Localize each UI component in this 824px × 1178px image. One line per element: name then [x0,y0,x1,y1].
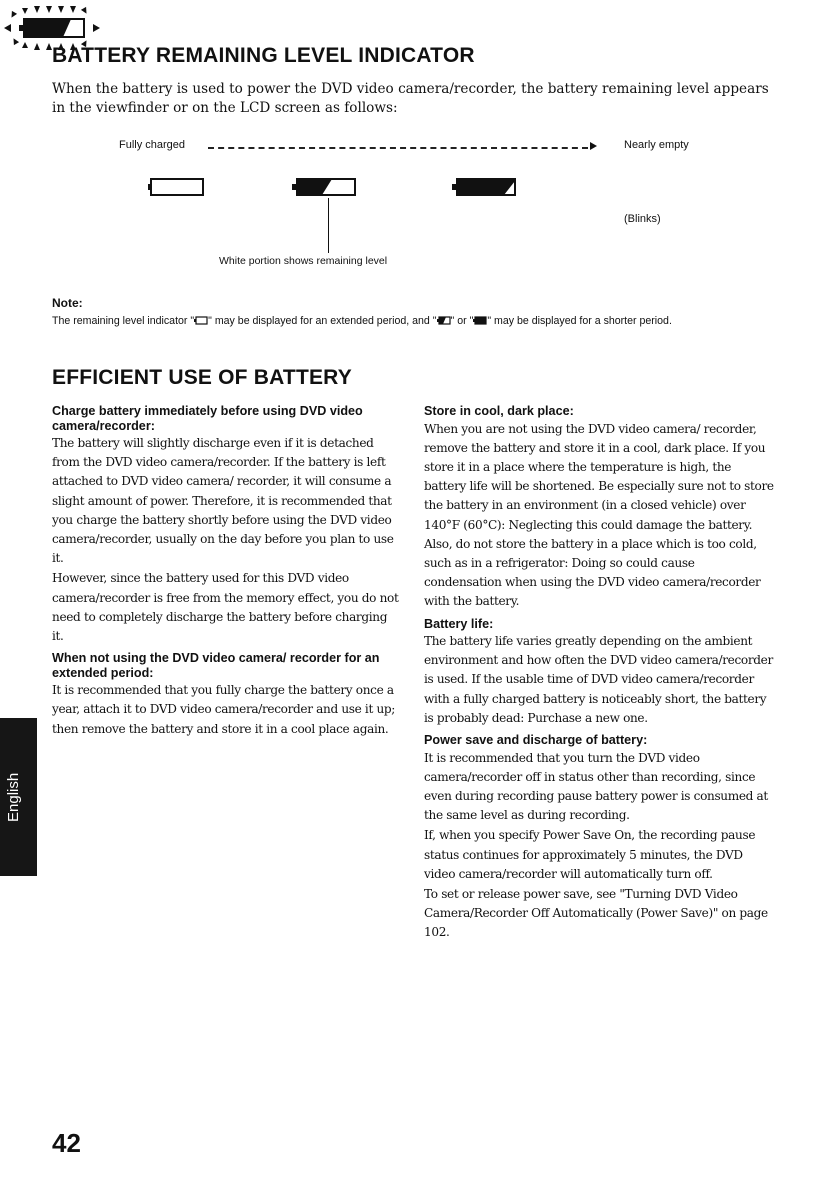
subheading: Charge battery immediately before using DVD video camera/recorder: [52,404,363,433]
blinks-label: (Blinks) [624,213,661,225]
body-paragraph: It is recommended that you fully charge the battery once a year, attach it to DVD video camera/recorder and use it up; then remove the battery and store it in a cool place again. [52,683,396,736]
note-text-part: The remaining level indicator " [52,315,195,327]
body-paragraph: When you are not using the DVD video camera/ recorder, remove the battery and store it in a cool, dark place. If you store it in a place where the temperature is high, the battery life will be shortened. Be especially sure not to store the battery in an environment (in a closed vehicle) over 140°F (60°C): Neglecting this could damage the battery. Also, do not store the battery in a place which is too cold, such as in a refrigerator: Doing so could cause condensation when using the DVD video camera/recorder with the battery. [424,421,774,609]
note-title: Note: [52,296,83,310]
pointer-line [328,198,329,253]
subheading: When not using the DVD video camera/ recorder for an extended period: [52,651,380,680]
body-paragraph: The battery will slightly discharge even if it is detached from the DVD video camera/recorder. If the battery is left attached to DVD video camera/ recorder, it will consume a slight amount of power. Therefore, it is recommended that you charge the battery shortly before using the DVD video camera/recorder, usually on the day before you plan to use it. [52,436,394,566]
note-text-part: " or " [450,315,474,327]
mini-battery-low-icon [473,316,487,325]
section-title-battery-level: BATTERY REMAINING LEVEL INDICATOR [52,44,475,67]
subheading: Battery life: [424,616,494,631]
right-column [424,404,774,943]
scale-label-fully-charged: Fully charged [119,139,186,151]
scale-arrow-icon [590,142,597,150]
left-column [52,404,402,739]
white-portion-caption: White portion shows remaining level [219,255,388,267]
mini-battery-partial-icon [437,316,451,325]
language-side-tab-label: English [5,772,22,822]
body-paragraph: The battery life varies greatly depending on the ambient environment and how often the DVD video camera/recorder is used. If the usable time of DVD video camera/recorder with a fully charged battery is noticeably short, the battery is probably dead: Purchase a new one. [424,634,773,725]
note-text-part: " may be displayed for an extended period, and " [208,315,437,327]
body-paragraph: If, when you specify Power Save On, the recording pause status continues for approximately 5 minutes, the DVD video camera/recorder will automatically turn off. [424,828,756,881]
body-paragraph: However, since the battery used for this DVD video camera/recorder is free from the memory effect, you do not need to completely discharge the battery before charging it. [52,571,399,644]
body-paragraph: To set or release power save, see "Turning DVD Video Camera/Recorder Off Automatically (Power Save)" on page 102. [424,886,768,940]
note-text [52,313,777,330]
subheading: Power save and discharge of battery: [424,733,648,748]
battery-low-icon [452,175,518,199]
scale-label-nearly-empty: Nearly empty [624,139,689,151]
page-number: 42 [52,1128,81,1158]
subheading: Store in cool, dark place: [424,404,574,418]
battery-full-icon [148,175,208,199]
section-title-efficient-use: EFFICIENT USE OF BATTERY [52,366,352,389]
battery-two-thirds-icon [292,175,358,199]
body-paragraph: It is recommended that you turn the DVD video camera/recorder off in status other than recording, since even during recording pause battery power is consumed at the same level as during recording. [424,750,768,823]
mini-battery-full-icon [194,316,208,325]
intro-paragraph: When the battery is used to power the DVD video camera/recorder, the battery remaining level appears in the viewfinder or on the LCD screen as follows: [52,81,769,116]
note-text-part: " may be displayed for a shorter period. [487,315,672,327]
scale-dashed-line [208,147,588,149]
